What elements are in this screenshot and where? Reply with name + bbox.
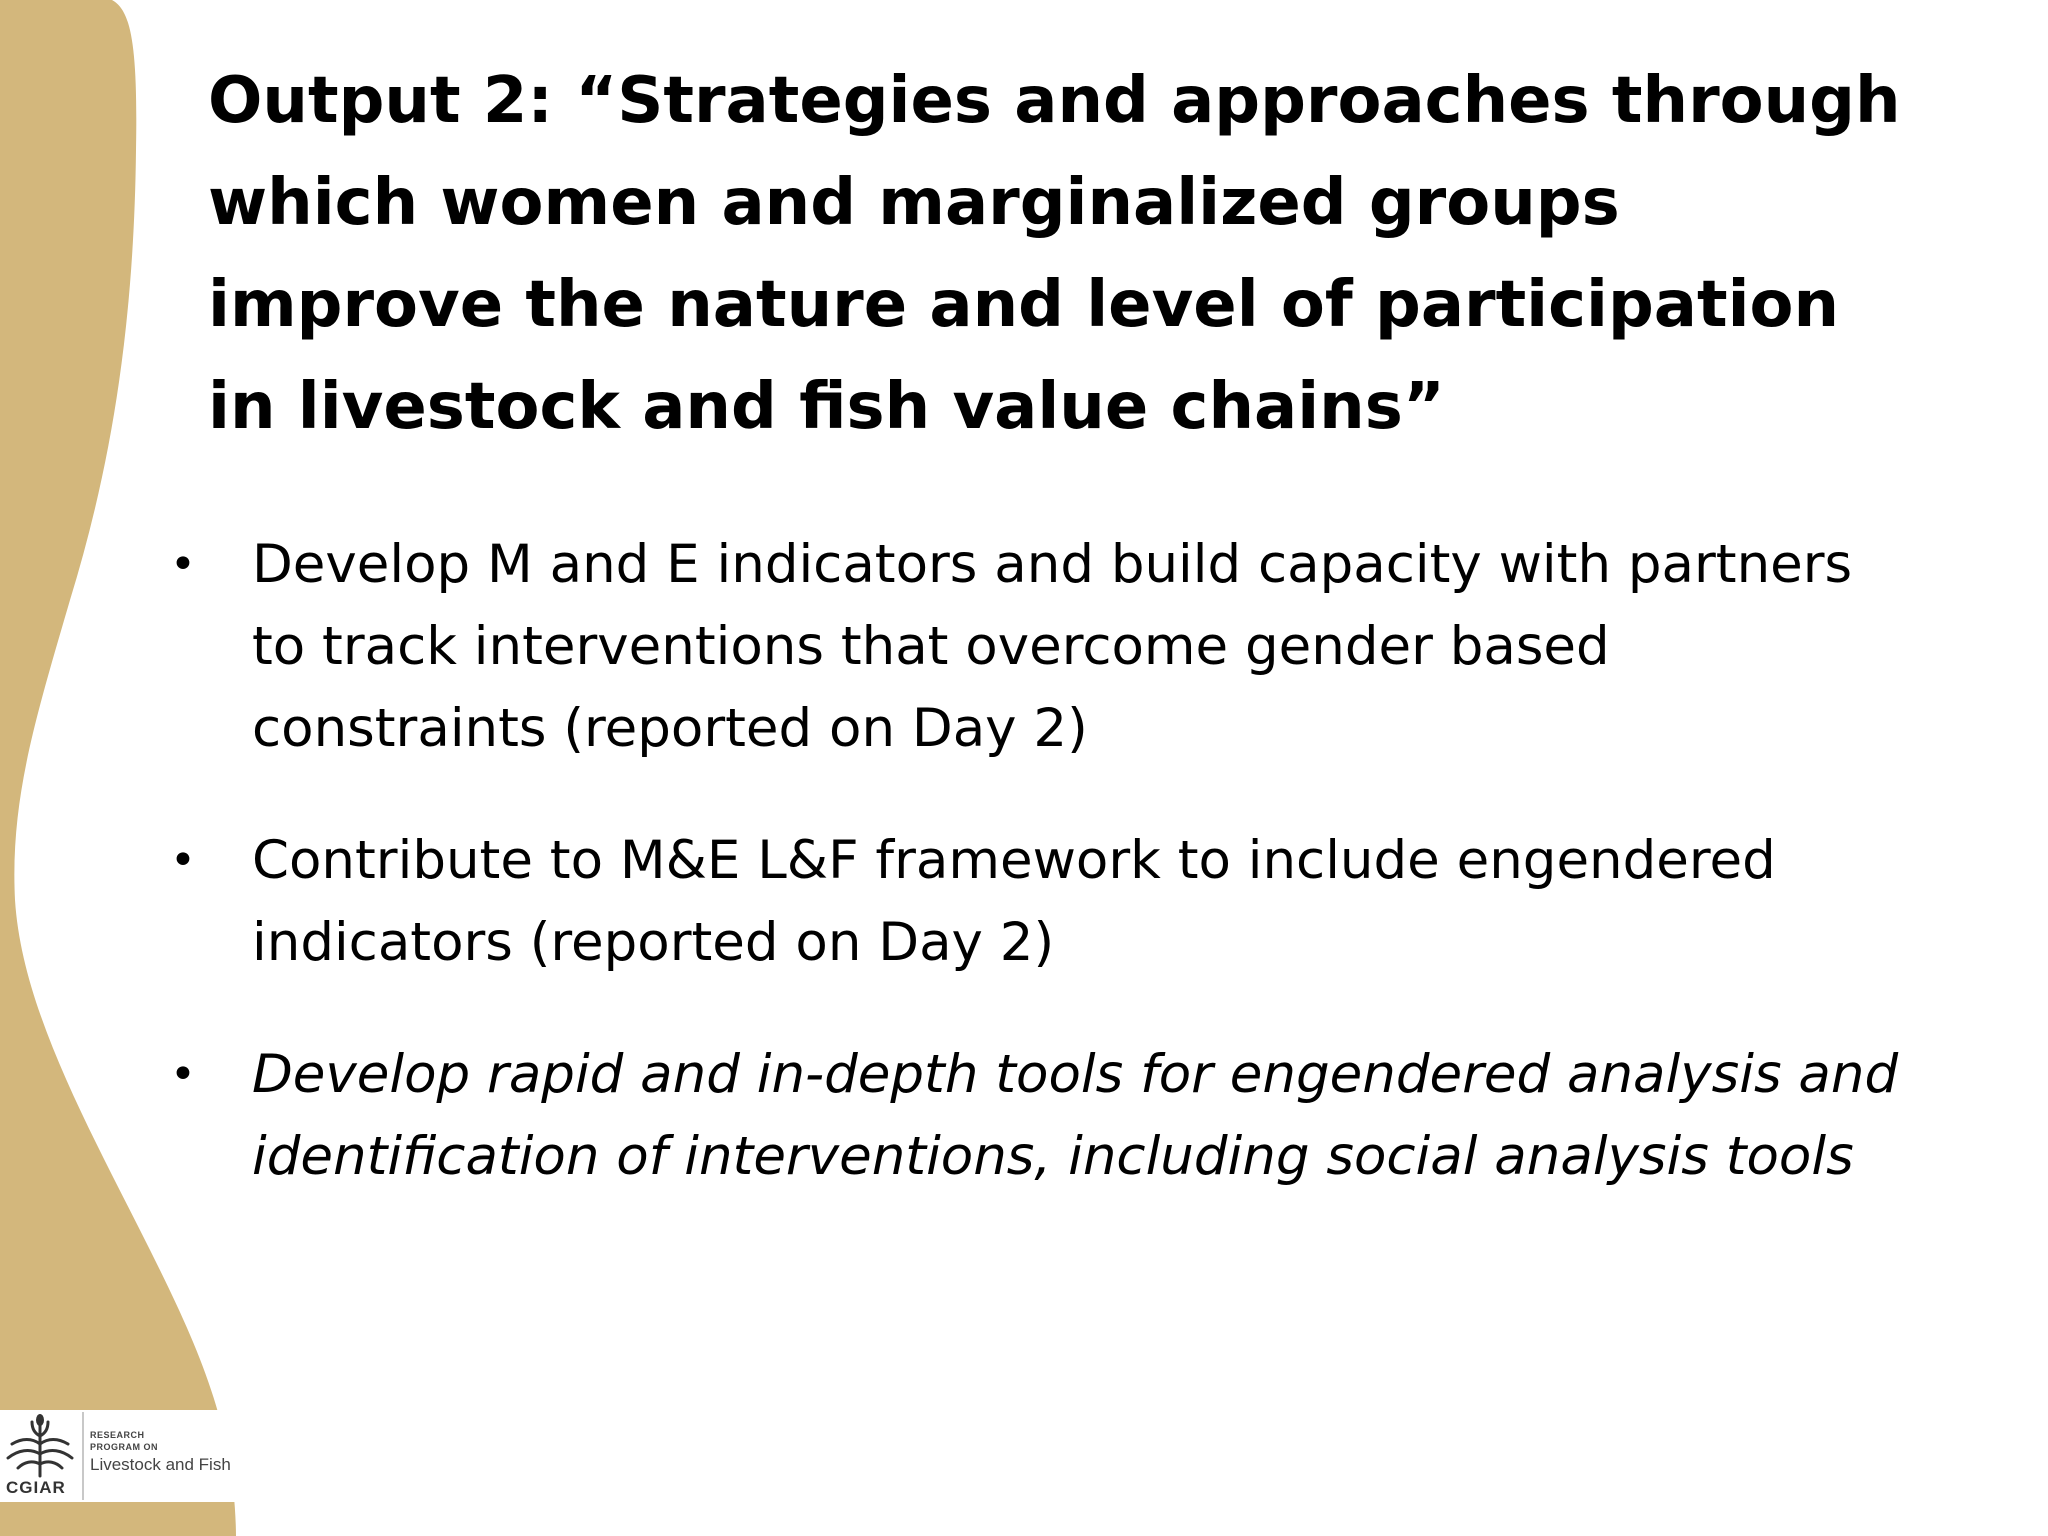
bullet-item xyxy=(170,820,1970,984)
bullet-item xyxy=(170,524,1970,770)
logo-org-name: CGIAR xyxy=(6,1478,66,1497)
cgiar-livestock-fish-logo xyxy=(0,1410,245,1502)
title-line-4: in livestock and fish value chains” xyxy=(208,370,1445,444)
logo-line-research: RESEARCH xyxy=(90,1430,145,1440)
bullet-line: identification of interventions, including social analysis tools xyxy=(252,1126,1854,1187)
title-line-3: improve the nature and level of participation xyxy=(208,268,1840,342)
bullet-line: to track interventions that overcome gender based xyxy=(252,616,1610,677)
bullet-line: constraints (reported on Day 2) xyxy=(252,698,1088,759)
bullet-line: indicators (reported on Day 2) xyxy=(252,912,1055,973)
bullet-line: Develop rapid and in-depth tools for engendered analysis and xyxy=(252,1044,1899,1105)
logo-divider xyxy=(82,1412,84,1500)
bullet-list xyxy=(170,524,1970,1248)
wheat-plant-icon xyxy=(2,1414,78,1480)
bullet-line: Develop M and E indicators and build capacity with partners xyxy=(252,534,1853,595)
title-line-1: Output 2: “Strategies and approaches through xyxy=(208,64,1901,138)
bullet-marker: • xyxy=(170,539,196,590)
title-line-2: which women and marginalized groups xyxy=(208,166,1620,240)
slide-title xyxy=(208,50,1908,458)
logo-line-program-name: Livestock and Fish xyxy=(90,1455,231,1474)
bullet-line: Contribute to M&E L&F framework to include engendered xyxy=(252,830,1776,891)
bullet-text xyxy=(252,534,1852,759)
bullet-item xyxy=(170,1034,1970,1198)
bullet-marker: • xyxy=(170,1049,196,1100)
bullet-text xyxy=(252,1044,1898,1187)
bullet-text xyxy=(252,830,1776,973)
bullet-marker: • xyxy=(170,835,196,886)
logo-line-program: PROGRAM ON xyxy=(90,1442,158,1452)
